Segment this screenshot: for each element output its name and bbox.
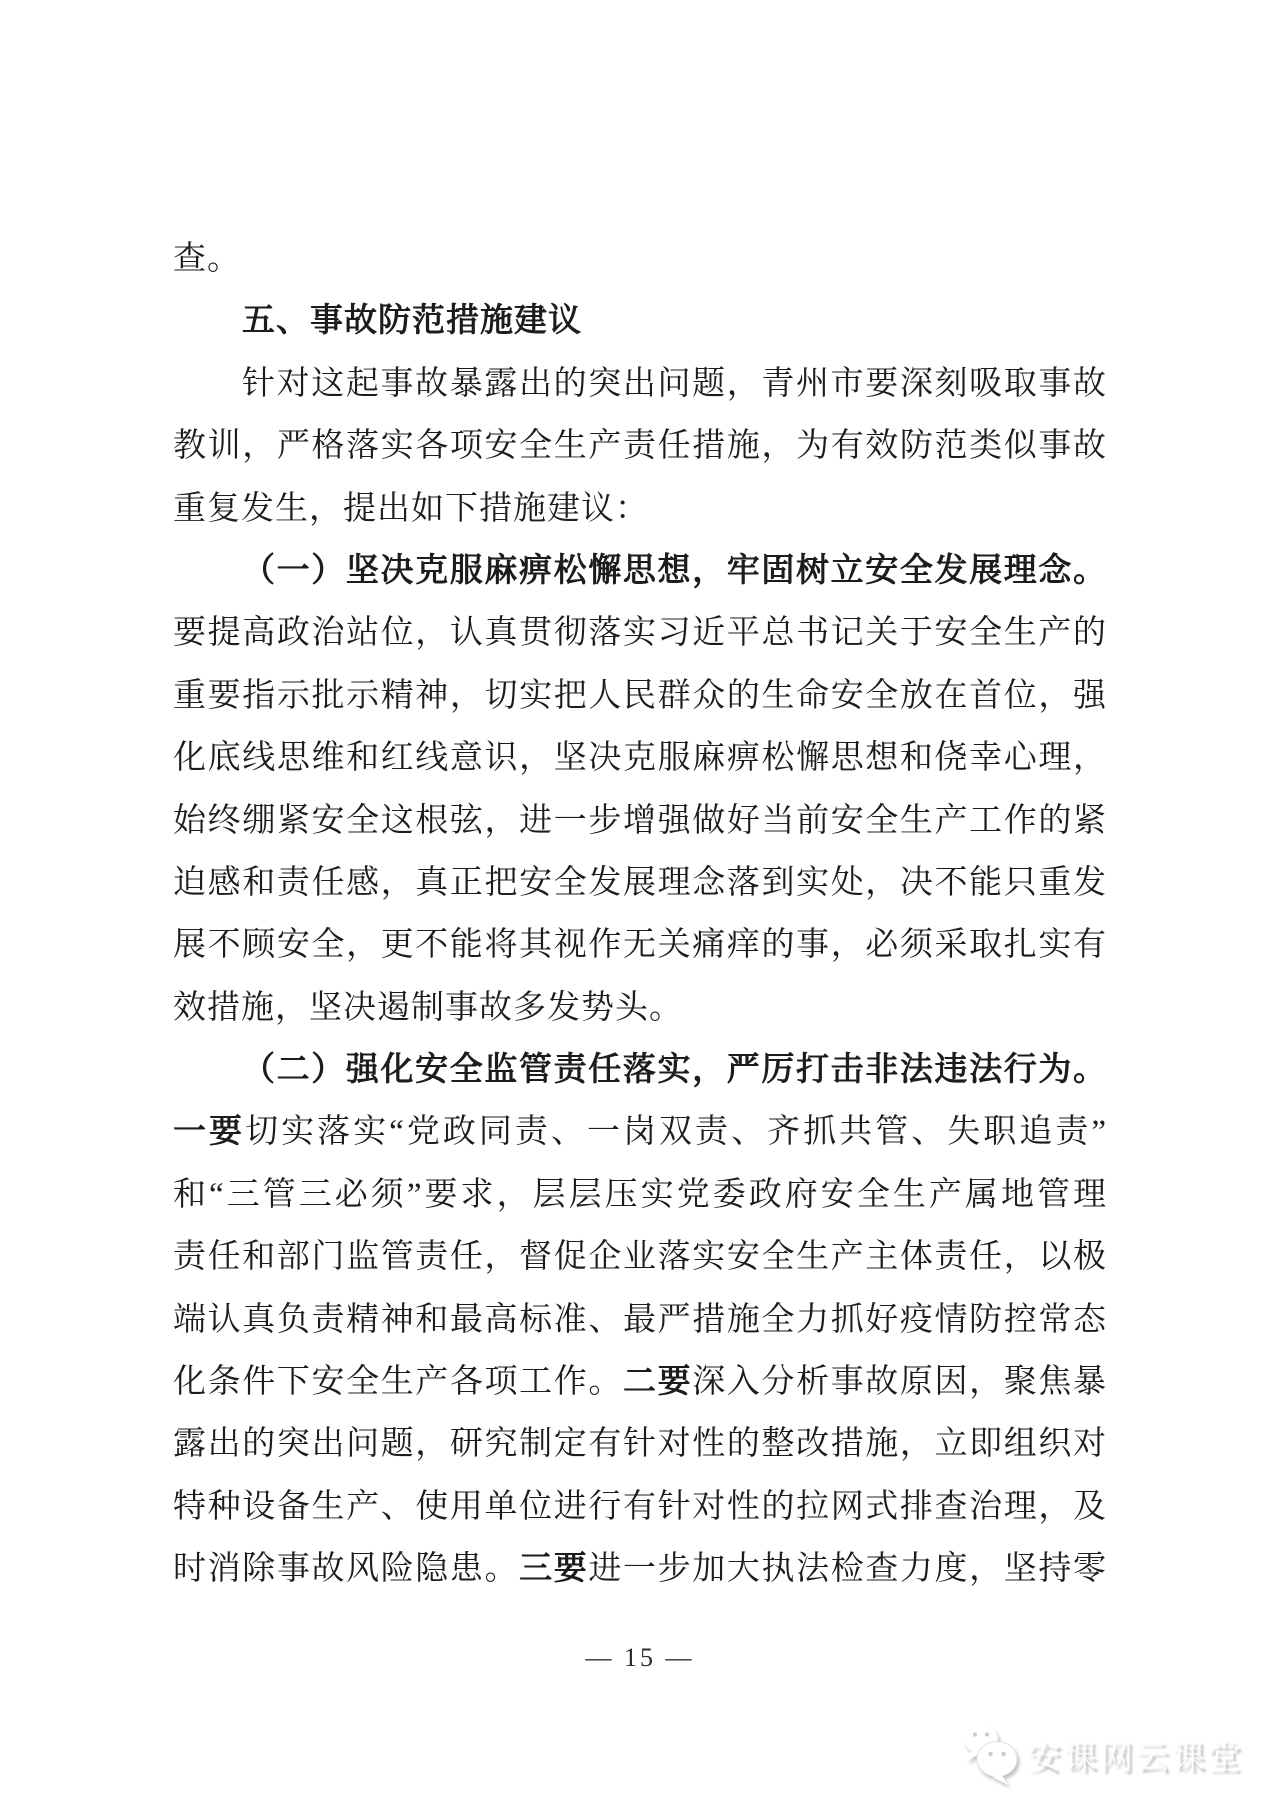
text-run: 时消除事故风险隐患。 — [173, 1551, 520, 1588]
body-line — [173, 852, 1107, 914]
text-run: 始终绷紧安全这根弦，进一步增强做好当前安全生产工作的紧 — [173, 802, 1107, 839]
body-line — [173, 1538, 1107, 1600]
text-run: （一）坚决克服麻痹松懈思想，牢固树立安全发展理念。 — [242, 552, 1107, 589]
body-line — [173, 727, 1107, 789]
text-run: 教训，严格落实各项安全生产责任措施，为有效防范类似事故 — [173, 428, 1107, 465]
body-line — [173, 1164, 1107, 1226]
text-run: 针对这起事故暴露出的突出问题，青州市要深刻吸取事故 — [242, 365, 1107, 402]
text-run: 查。 — [173, 241, 241, 277]
text-run: 深入分析事故原因，聚焦暴 — [692, 1364, 1108, 1401]
text-run: 展不顾安全，更不能将其视作无关痛痒的事，必须采取扎实有 — [173, 927, 1107, 964]
subsection-heading — [173, 540, 1107, 602]
page-number: — 15 — — [585, 1643, 695, 1672]
text-run: 效措施，坚决遏制事故多发势头。 — [173, 989, 683, 1026]
section-heading — [173, 290, 1107, 352]
text-run: 要提高政治站位，认真贯彻落实习近平总书记关于安全生产的 — [173, 615, 1107, 652]
list-marker: 三要 — [519, 1551, 589, 1588]
body-line — [173, 228, 1107, 290]
document-text — [173, 228, 1107, 1601]
body-line — [173, 977, 1107, 1039]
text-run: 责任和部门监管责任，督促企业落实安全生产主体责任，以极 — [173, 1239, 1107, 1276]
body-line — [173, 415, 1107, 477]
body-line — [173, 602, 1107, 664]
text-run: 特种设备生产、使用单位进行有针对性的拉网式排查治理，及 — [173, 1488, 1107, 1525]
subsection-heading — [173, 1039, 1107, 1101]
body-line — [173, 1351, 1107, 1413]
body-line — [173, 790, 1107, 852]
text-run: 切实落实“党政同责、一岗双责、齐抓共管、失职追责” — [245, 1114, 1108, 1151]
list-marker: 二要 — [623, 1364, 693, 1401]
body-line — [173, 1226, 1107, 1288]
body-line — [173, 1476, 1107, 1538]
text-run: 端认真负责精神和最高标准、最严措施全力抓好疫情防控常态 — [173, 1301, 1107, 1338]
text-run: 重复发生，提出如下措施建议： — [173, 490, 649, 527]
text-run: （二）强化安全监管责任落实，严厉打击非法违法行为。 — [242, 1052, 1107, 1089]
body-line — [173, 665, 1107, 727]
text-run: 进一步加大执法检查力度，坚持零 — [588, 1551, 1108, 1588]
body-line — [173, 1101, 1107, 1163]
text-run: 化条件下安全生产各项工作。 — [173, 1364, 623, 1401]
text-run: 迫感和责任感，真正把安全发展理念落到实处，决不能只重发 — [173, 864, 1107, 901]
body-line — [173, 1413, 1107, 1475]
watermark — [962, 1722, 1244, 1786]
text-run: 露出的突出问题，研究制定有针对性的整改措施，立即组织对 — [173, 1426, 1107, 1463]
list-marker: 一要 — [173, 1114, 246, 1151]
body-line — [173, 353, 1107, 415]
body-line — [173, 478, 1107, 540]
text-run: 化底线思维和红线意识，坚决克服麻痹松懈思想和侥幸心理， — [173, 740, 1107, 777]
text-run: 和“三管三必须”要求，层层压实党委政府安全生产属地管理 — [173, 1176, 1107, 1213]
chat-bubbles-icon — [962, 1722, 1020, 1786]
text-run: 重要指示批示精神，切实把人民群众的生命安全放在首位，强 — [173, 677, 1107, 714]
body-line — [173, 914, 1107, 976]
body-line — [173, 1289, 1107, 1351]
watermark-label: 安课网云课堂 — [1028, 1737, 1244, 1775]
text-run: 五、事故防范措施建议 — [242, 303, 582, 340]
